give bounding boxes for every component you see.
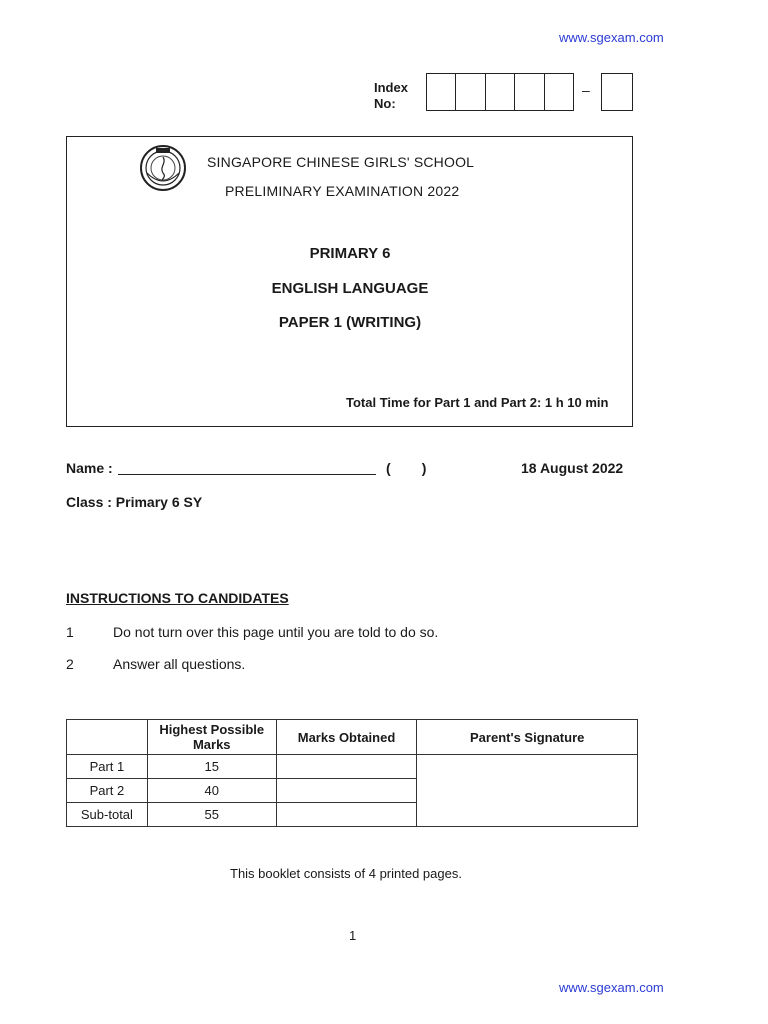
index-digit-box <box>515 74 544 110</box>
index-digit-box <box>486 74 515 110</box>
level-title: PRIMARY 6 <box>309 245 391 262</box>
table-header-row <box>67 720 638 755</box>
index-label-line1: Index <box>374 80 408 95</box>
class-label: Class : Primary 6 SY <box>66 494 203 510</box>
table-cell-obtained[interactable] <box>276 755 417 779</box>
index-label-line2: No: <box>374 96 396 111</box>
table-header-obtained: Marks Obtained <box>276 720 417 755</box>
instruction-number: 2 <box>66 656 74 672</box>
table-cell-part: Sub-total <box>67 803 148 827</box>
table-header-highest: Highest Possible Marks <box>147 720 276 755</box>
booklet-note: This booklet consists of 4 printed pages. <box>230 866 462 881</box>
table-cell-obtained[interactable] <box>276 803 417 827</box>
exam-name: PRELIMINARY EXAMINATION 2022 <box>225 183 460 199</box>
register-number-brackets: ( ) <box>386 460 427 476</box>
instruction-text: Answer all questions. <box>113 656 246 672</box>
index-digit-box <box>456 74 485 110</box>
name-line[interactable] <box>118 474 376 475</box>
instruction-number: 1 <box>66 624 74 640</box>
index-check-box <box>601 73 633 111</box>
marks-table <box>66 719 638 827</box>
instructions-heading: INSTRUCTIONS TO CANDIDATES <box>66 590 289 606</box>
exam-date: 18 August 2022 <box>521 460 624 476</box>
table-row <box>67 755 638 779</box>
index-digit-box <box>427 74 456 110</box>
school-crest-logo <box>138 143 188 193</box>
table-cell-highest: 55 <box>147 803 276 827</box>
table-cell-highest: 15 <box>147 755 276 779</box>
page-number: 1 <box>349 928 357 943</box>
parent-signature-cell[interactable] <box>417 755 638 827</box>
total-time: Total Time for Part 1 and Part 2: 1 h 10 min <box>346 395 609 410</box>
name-label: Name : <box>66 460 113 476</box>
index-number-boxes <box>426 73 574 111</box>
table-cell-part: Part 1 <box>67 755 148 779</box>
paper-title: PAPER 1 (WRITING) <box>278 314 422 331</box>
table-cell-part: Part 2 <box>67 779 148 803</box>
school-name: SINGAPORE CHINESE GIRLS' SCHOOL <box>207 154 475 170</box>
table-header-cell <box>67 720 148 755</box>
subject-title: ENGLISH LANGUAGE <box>271 280 429 297</box>
index-dash: – <box>582 82 590 98</box>
instruction-text: Do not turn over this page until you are told to do so. <box>113 624 439 640</box>
sgexam-link-top[interactable]: www.sgexam.com <box>559 30 664 45</box>
table-cell-highest: 40 <box>147 779 276 803</box>
sgexam-link-bottom[interactable]: www.sgexam.com <box>559 980 664 995</box>
table-cell-obtained[interactable] <box>276 779 417 803</box>
table-header-signature: Parent's Signature <box>417 720 638 755</box>
index-label <box>374 80 408 112</box>
index-digit-box <box>545 74 573 110</box>
